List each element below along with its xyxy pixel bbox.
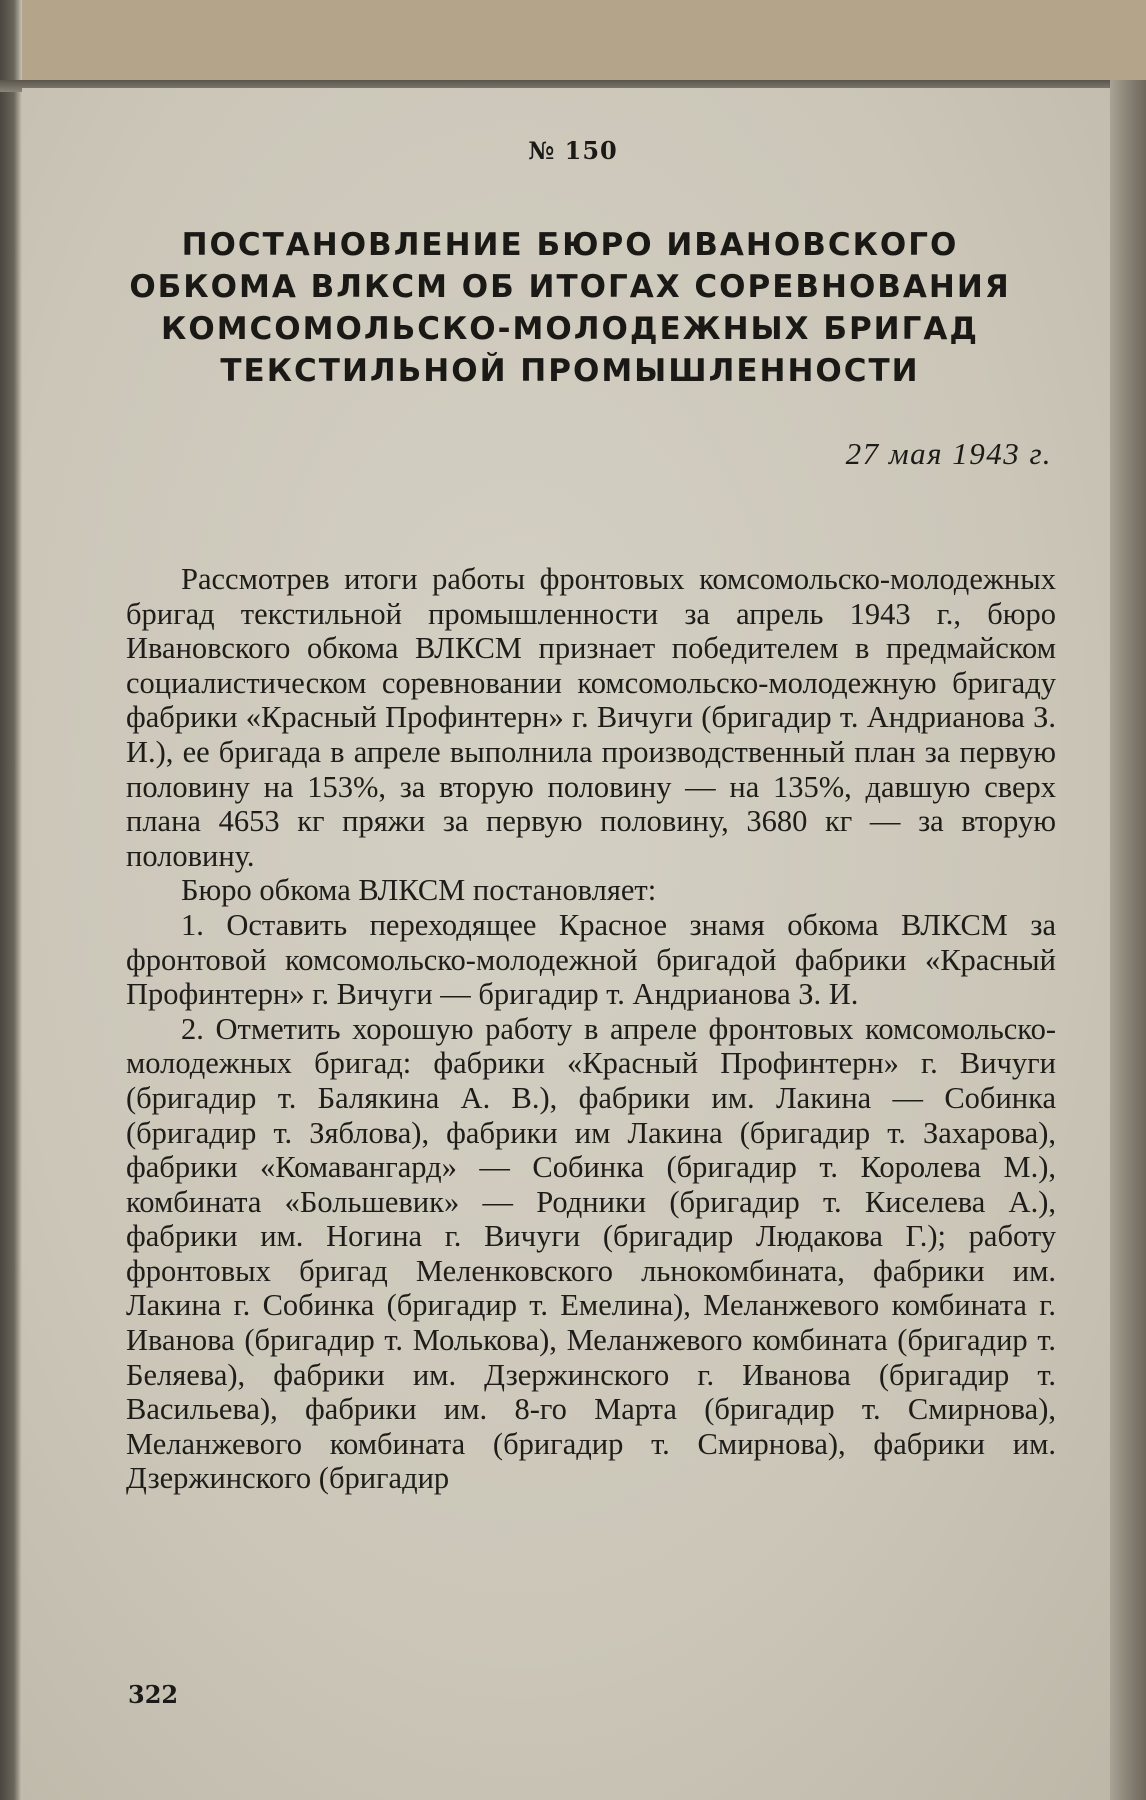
body-paragraph: Рассмотрев итоги работы фронтовых комсомольско-молодежных бригад текстильной промышленности за апрель 1943 г., бюро Ивановского обкома ВЛКСМ признает победителем в предмайском социалистическом соревновании комсомольско-молодежную бригаду фабрики «Красный Профинтерн» г. Вичуги (бригадир т. Андрианова З. И.), ее бригада в апреле выполнила производственный план за первую половину на 153%, за вторую половину — на 135%, давшую сверх плана 4653 кг пряжи за первую половину, 3680 кг — за вторую половину. [126, 562, 1056, 873]
body-paragraph: 1. Оставить переходящее Красное знамя обкома ВЛКСМ за фронтовой комсомольско-молодежной бригадой фабрики «Красный Профинтерн» г. Вичуги — бригадир т. Андрианова З. И. [126, 907, 1056, 1012]
document-body [126, 562, 1056, 1496]
page-number: 322 [128, 1680, 179, 1709]
book-spine-edge [1110, 80, 1146, 1800]
document-number: № 150 [528, 136, 618, 165]
document-title: ПОСТАНОВЛЕНИЕ БЮРО ИВАНОВСКОГО ОБКОМА ВЛКСМ ОБ ИТОГАХ СОРЕВНОВАНИЯ КОМСОМОЛЬСКО-МОЛОДЕЖНЫХ БРИГАД ТЕКСТИЛЬНОЙ ПРОМЫШЛЕННОСТИ [129, 227, 1011, 389]
body-paragraph: Бюро обкома ВЛКСМ постановляет: [181, 873, 657, 908]
top-background-band [22, 0, 1146, 80]
body-paragraph: 2. Отметить хорошую работу в апреле фронтовых комсомольско-молодежных бригад: фабрики «Красный Профинтерн» г. Вичуги (бригадир т. Балякина А. В.), фабрики им. Лакина — Собинка (бригадир т. Зяблова), фабрики им Лакина (бригадир т. Захарова), фабрики «Комавангард» — Собинка (бригадир т. Королева М.), комбината «Большевик» — Родники (бригадир т. Киселева А.), фабрики им. Ногина г. Вичуги (бригадир Людакова Г.); работу фронтовых бригад Меленковского льнокомбината, фабрики им. Лакина г. Собинка (бригадир т. Емелина), Меланжевого комбината г. Иванова (бригадир т. Молькова), Меланжевого комбината (бригадир т. Беляева), фабрики им. Дзержинского г. Иванова (бригадир т. Васильева), фабрики им. 8-го Марта (бригадир т. Смирнова), Меланжевого комбината (бригадир т. Смирнова), фабрики им. Дзержинского (бригадир [126, 1011, 1056, 1496]
document-date: 27 мая 1943 г. [845, 436, 1052, 471]
